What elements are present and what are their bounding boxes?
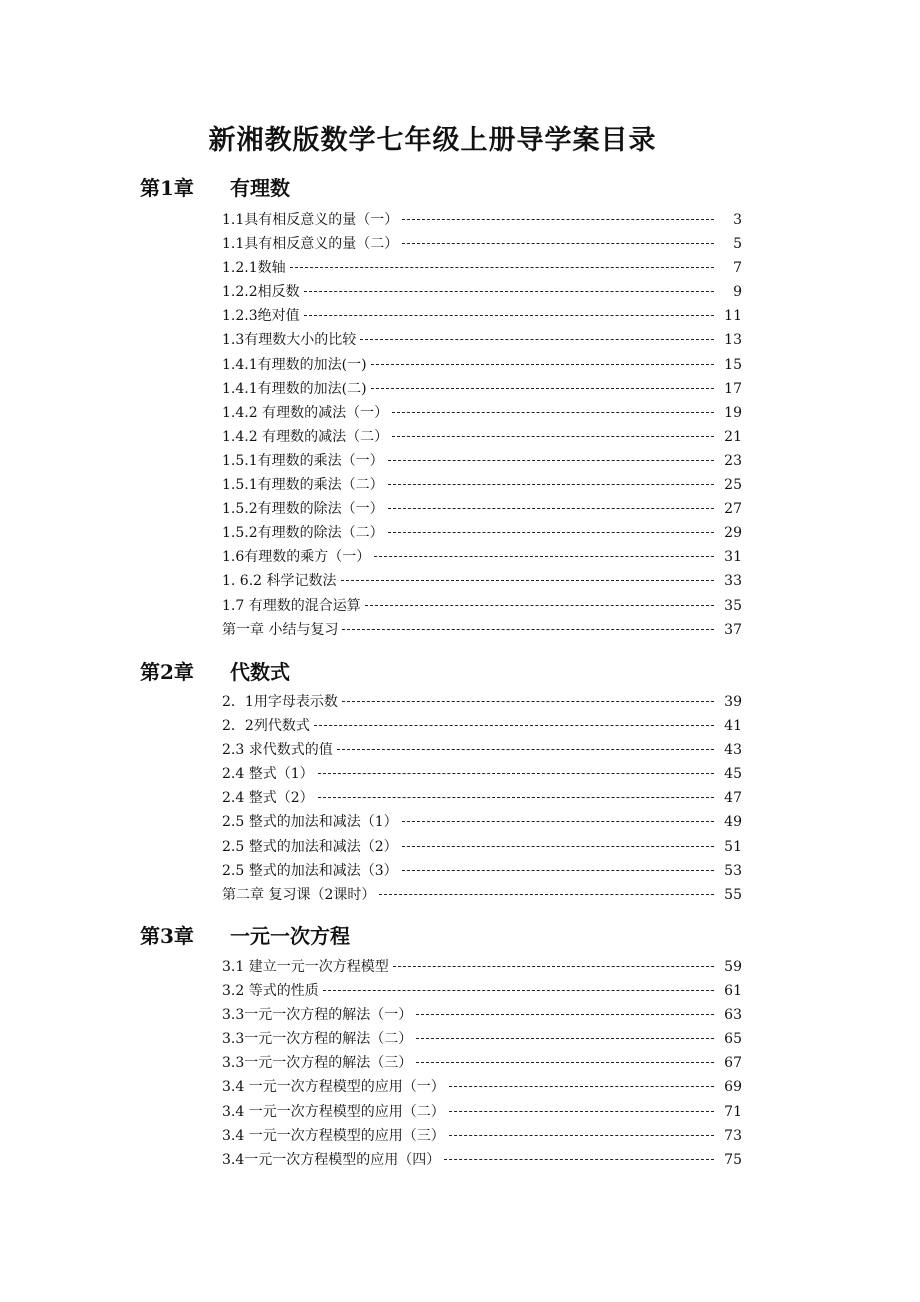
dot-leader	[318, 773, 714, 774]
toc-entry	[222, 618, 762, 642]
toc-entry-page: 29	[724, 525, 742, 542]
toc-entry-label: 2．2列代数式	[222, 718, 310, 735]
toc-entry-page: 7	[733, 260, 742, 277]
toc-entry-page: 59	[724, 959, 742, 975]
toc-entry-label: 1.3有理数大小的比较	[222, 332, 357, 349]
toc-entry-page: 21	[724, 428, 742, 445]
toc-entry-page: 51	[724, 838, 742, 855]
dot-leader	[402, 219, 714, 220]
dot-leader	[388, 460, 714, 461]
chapter-name: 一元一次方程	[229, 924, 350, 948]
toc-entry-label: 2．1用字母表示数	[222, 694, 338, 710]
toc-entry	[222, 353, 762, 377]
toc-entry	[222, 304, 762, 328]
toc-entry-page: 11	[724, 308, 742, 325]
toc-entry-page: 61	[724, 983, 742, 1000]
toc-entry-page: 39	[724, 694, 742, 710]
dot-leader	[314, 725, 714, 726]
toc-entry-label: 3.4 一元一次方程模型的应用（一）	[222, 1079, 445, 1096]
toc-entry	[222, 425, 762, 449]
toc-entry-page: 33	[724, 573, 742, 590]
toc-entry	[222, 473, 762, 497]
toc-entry-page: 41	[724, 718, 742, 735]
dot-leader	[304, 291, 714, 292]
chapter-heading-2	[140, 656, 840, 688]
toc-entry	[222, 859, 762, 883]
toc-entry-label: 1.4.1有理数的加法(一)	[222, 356, 367, 373]
toc-entry-label: 3.1 建立一元一次方程模型	[222, 959, 389, 975]
toc-entry	[222, 1027, 762, 1051]
toc-entry-label: 1.1具有相反意义的量（二）	[222, 236, 399, 253]
chapter-1-entries	[222, 208, 762, 642]
chapter-name: 代数式	[229, 660, 290, 684]
chapter-heading-1	[140, 172, 840, 204]
toc-entry-page: 73	[724, 1127, 742, 1144]
toc-entry-label: 1.4.2 有理数的减法（二）	[222, 428, 389, 445]
dot-leader	[371, 388, 714, 389]
dot-leader	[371, 364, 714, 365]
toc-entry	[222, 690, 762, 714]
dot-leader	[337, 749, 714, 750]
dot-leader	[342, 629, 714, 630]
toc-entry-page: 9	[733, 284, 742, 301]
toc-entry-page: 65	[724, 1031, 742, 1048]
dot-leader	[392, 436, 714, 437]
dot-leader	[416, 1014, 714, 1015]
dot-leader	[379, 894, 714, 895]
toc-entry-page: 27	[724, 501, 742, 518]
toc-entry	[222, 835, 762, 859]
toc-entry-page: 67	[724, 1055, 742, 1072]
toc-entry-label: 1.2.1数轴	[222, 260, 286, 277]
chapter-number: 第2章	[140, 660, 194, 684]
dot-leader	[388, 508, 714, 509]
toc-entry-label: 3.4 一元一次方程模型的应用（三）	[222, 1127, 445, 1144]
toc-entry	[222, 594, 762, 618]
dot-leader	[360, 339, 714, 340]
toc-entry-label: 第一章 小结与复习	[222, 621, 339, 638]
toc-entry-label: 1.5.1有理数的乘法（一）	[222, 452, 384, 469]
toc-entry	[222, 401, 762, 425]
dot-leader	[304, 315, 714, 316]
toc-entry-page: 19	[724, 404, 742, 421]
toc-entry	[222, 208, 762, 232]
toc-entry-label: 3.3一元一次方程的解法（一）	[222, 1007, 413, 1024]
dot-leader	[402, 821, 714, 822]
toc-entry-page: 63	[724, 1007, 742, 1024]
toc-entry-page: 3	[733, 212, 742, 228]
dot-leader	[449, 1086, 714, 1087]
dot-leader	[402, 243, 714, 244]
toc-entry-label: 2.4 整式（2）	[222, 790, 314, 807]
toc-entry-page: 35	[724, 597, 742, 614]
toc-entry-label: 2.5 整式的加法和减法（3）	[222, 862, 398, 879]
toc-entry-label: 3.3一元一次方程的解法（三）	[222, 1055, 413, 1072]
toc-entry	[222, 1075, 762, 1099]
toc-entry	[222, 810, 762, 834]
toc-entry	[222, 521, 762, 545]
chapter-3-entries	[222, 955, 762, 1172]
dot-leader	[402, 846, 714, 847]
toc-entry-page: 37	[724, 621, 742, 638]
toc-entry	[222, 955, 762, 979]
chapter-number: 第1章	[140, 176, 194, 200]
toc-entry-page: 43	[724, 742, 742, 759]
toc-entry	[222, 497, 762, 521]
toc-entry-label: 1.1具有相反意义的量（一）	[222, 212, 399, 228]
toc-entry-page: 31	[724, 549, 742, 566]
toc-entry-label: 3.3一元一次方程的解法（二）	[222, 1031, 413, 1048]
toc-entry	[222, 738, 762, 762]
dot-leader	[342, 701, 714, 702]
toc-entry	[222, 1148, 762, 1172]
toc-entry	[222, 979, 762, 1003]
chapter-heading-3	[140, 920, 840, 952]
dot-leader	[416, 1038, 714, 1039]
dot-leader	[449, 1111, 714, 1112]
toc-entry-label: 1.7 有理数的混合运算	[222, 597, 361, 614]
toc-entry-label: 1.5.1有理数的乘法（二）	[222, 477, 384, 494]
toc-entry-page: 17	[724, 380, 742, 397]
toc-entry-page: 47	[724, 790, 742, 807]
dot-leader	[388, 484, 714, 485]
toc-entry	[222, 377, 762, 401]
dot-leader	[374, 556, 714, 557]
dot-leader	[402, 870, 714, 871]
toc-entry	[222, 1003, 762, 1027]
toc-entry	[222, 569, 762, 593]
dot-leader	[393, 966, 714, 967]
toc-entry	[222, 1124, 762, 1148]
toc-entry	[222, 1051, 762, 1075]
toc-entry-label: 1.4.2 有理数的减法（一）	[222, 404, 389, 421]
toc-entry-page: 15	[724, 356, 742, 373]
toc-entry-label: 1.2.3绝对值	[222, 308, 300, 325]
toc-entry-label: 1.2.2相反数	[222, 284, 300, 301]
toc-entry-label: 1.4.1有理数的加法(二)	[222, 380, 367, 397]
toc-entry	[222, 449, 762, 473]
toc-entry	[222, 883, 762, 907]
dot-leader	[318, 797, 714, 798]
dot-leader	[444, 1159, 714, 1160]
chapter-number: 第3章	[140, 924, 194, 948]
toc-entry-page: 71	[724, 1103, 742, 1120]
chapter-2-entries	[222, 690, 762, 907]
page-title: 新湘教版数学七年级上册导学案目录	[208, 125, 657, 156]
toc-entry-page: 49	[724, 814, 742, 831]
toc-entry-label: 第二章 复习课（2课时）	[222, 886, 376, 903]
toc-entry-page: 45	[724, 766, 742, 783]
toc-entry	[222, 280, 762, 304]
toc-entry	[222, 786, 762, 810]
toc-entry	[222, 1100, 762, 1124]
toc-entry	[222, 256, 762, 280]
dot-leader	[323, 990, 714, 991]
toc-entry	[222, 328, 762, 352]
dot-leader	[416, 1062, 714, 1063]
toc-entry-label: 2.4 整式（1）	[222, 766, 314, 783]
toc-entry-label: 3.4 一元一次方程模型的应用（二）	[222, 1103, 445, 1120]
dot-leader	[290, 267, 714, 268]
toc-entry-label: 2.3 求代数式的值	[222, 742, 333, 759]
toc-entry	[222, 762, 762, 786]
toc-entry-label: 1.5.2有理数的除法（二）	[222, 525, 384, 542]
toc-entry	[222, 545, 762, 569]
dot-leader	[388, 532, 714, 533]
toc-entry-page: 55	[724, 886, 742, 903]
toc-entry-page: 69	[724, 1079, 742, 1096]
toc-entry-label: 1.6有理数的乘方（一）	[222, 549, 371, 566]
toc-entry	[222, 714, 762, 738]
toc-entry-page: 75	[724, 1151, 742, 1168]
toc-entry-label: 2.5 整式的加法和减法（1）	[222, 814, 398, 831]
chapter-name: 有理数	[229, 176, 290, 200]
dot-leader	[392, 412, 714, 413]
dot-leader	[341, 580, 714, 581]
toc-entry-label: 3.4一元一次方程模型的应用（四）	[222, 1151, 441, 1168]
toc-entry-page: 23	[724, 452, 742, 469]
toc-entry-label: 1. 6.2 科学记数法	[222, 573, 337, 590]
dot-leader	[365, 605, 714, 606]
toc-entry	[222, 232, 762, 256]
toc-entry-page: 25	[724, 477, 742, 494]
toc-entry-page: 53	[724, 862, 742, 879]
toc-entry-label: 3.2 等式的性质	[222, 983, 319, 1000]
toc-entry-page: 5	[733, 236, 742, 253]
dot-leader	[449, 1135, 714, 1136]
toc-entry-page: 13	[724, 332, 742, 349]
toc-entry-label: 1.5.2有理数的除法（一）	[222, 501, 384, 518]
toc-entry-label: 2.5 整式的加法和减法（2）	[222, 838, 398, 855]
